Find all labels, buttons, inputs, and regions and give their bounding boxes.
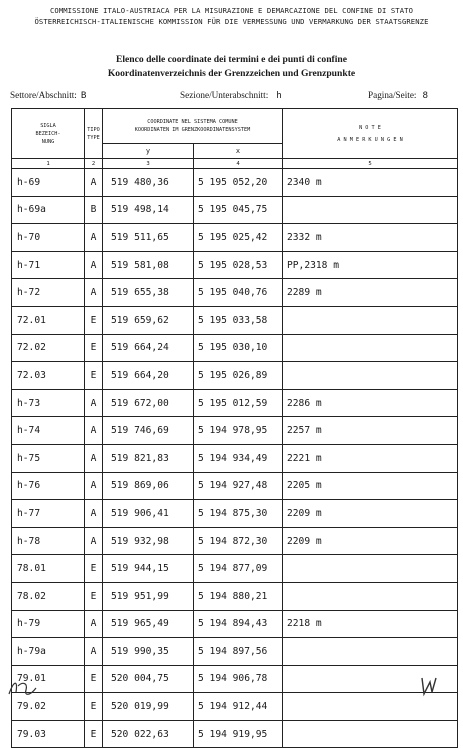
y-coordinate-cell: 520 019,99 bbox=[103, 693, 194, 721]
y-coordinate-cell: 519 965,49 bbox=[103, 610, 194, 638]
y-coordinate-cell: 519 511,65 bbox=[103, 224, 194, 252]
sigla-cell: h-72 bbox=[12, 279, 85, 307]
settore-value: B bbox=[80, 90, 87, 101]
x-coordinate-cell: 5 195 025,42 bbox=[194, 224, 283, 252]
note-cell: 2340 m bbox=[283, 169, 458, 197]
y-coordinate-cell: 519 480,36 bbox=[103, 169, 194, 197]
tipo-cell: E bbox=[85, 306, 103, 334]
column-number: 3 bbox=[103, 159, 194, 169]
x-coordinate-cell: 5 195 052,20 bbox=[194, 169, 283, 197]
y-coordinate-cell: 519 498,14 bbox=[103, 196, 194, 224]
y-coordinate-cell: 520 004,75 bbox=[103, 665, 194, 693]
note-cell: 2221 m bbox=[283, 444, 458, 472]
column-number: 1 bbox=[12, 159, 85, 169]
x-coordinate-cell: 5 194 919,95 bbox=[194, 720, 283, 748]
sigla-cell: h-79a bbox=[12, 638, 85, 666]
sigla-cell: h-73 bbox=[12, 389, 85, 417]
note-cell bbox=[283, 362, 458, 390]
x-header: x bbox=[194, 144, 283, 159]
sigla-cell: 79.01 bbox=[12, 665, 85, 693]
tipo-cell: A bbox=[85, 444, 103, 472]
sigla-cell: h-76 bbox=[12, 472, 85, 500]
y-coordinate-cell: 520 022,63 bbox=[103, 720, 194, 748]
tipo-cell: A bbox=[85, 417, 103, 445]
handwritten-initials-right bbox=[418, 674, 442, 698]
table-row bbox=[12, 279, 458, 307]
tipo-cell: E bbox=[85, 582, 103, 610]
tipo-cell: A bbox=[85, 610, 103, 638]
x-coordinate-cell: 5 195 012,59 bbox=[194, 389, 283, 417]
column-number: 4 bbox=[194, 159, 283, 169]
tipo-cell: E bbox=[85, 362, 103, 390]
table-row bbox=[12, 555, 458, 583]
tipo-cell: E bbox=[85, 555, 103, 583]
x-coordinate-cell: 5 195 033,58 bbox=[194, 306, 283, 334]
x-coordinate-cell: 5 194 894,43 bbox=[194, 610, 283, 638]
y-coordinate-cell: 519 951,99 bbox=[103, 582, 194, 610]
handwritten-initials-left bbox=[6, 676, 42, 700]
sigla-cell: h-74 bbox=[12, 417, 85, 445]
sigla-cell: 72.02 bbox=[12, 334, 85, 362]
pagina-label: Pagina/Seite: bbox=[368, 90, 417, 100]
tipo-header-line: TYPE bbox=[87, 134, 100, 141]
y-coordinate-cell: 519 906,41 bbox=[103, 500, 194, 528]
x-coordinate-cell: 5 194 897,56 bbox=[194, 638, 283, 666]
sigla-cell: 78.01 bbox=[12, 555, 85, 583]
pagina-value: 8 bbox=[422, 90, 429, 101]
y-coordinate-cell: 519 655,38 bbox=[103, 279, 194, 307]
y-coordinate-cell: 519 821,83 bbox=[103, 444, 194, 472]
sigla-cell: h-75 bbox=[12, 444, 85, 472]
table-row bbox=[12, 444, 458, 472]
coordinates-header-line: COORDINATE NEL SISTEMA COMUNE bbox=[147, 119, 238, 125]
table-row bbox=[12, 693, 458, 721]
note-cell: 2286 m bbox=[283, 389, 458, 417]
sigla-cell: h-77 bbox=[12, 500, 85, 528]
sigla-cell: h-79 bbox=[12, 610, 85, 638]
x-coordinate-cell: 5 195 028,53 bbox=[194, 251, 283, 279]
note-header-line: N O T E bbox=[359, 124, 381, 131]
document-title-de: Koordinatenverzeichnis der Grenzzeichen und Grenzpunkte bbox=[107, 68, 356, 79]
table-row bbox=[12, 306, 458, 334]
sigla-cell: 72.01 bbox=[12, 306, 85, 334]
pagina-field bbox=[368, 90, 428, 101]
table-row bbox=[12, 720, 458, 748]
x-coordinate-cell: 5 194 877,09 bbox=[194, 555, 283, 583]
x-coordinate-cell: 5 194 912,44 bbox=[194, 693, 283, 721]
tipo-header bbox=[85, 109, 103, 159]
coordinates-header-line: KOORDINATEN IM GRENZKOORDINATENSYSTEM bbox=[134, 127, 251, 133]
sigla-header-line: NUNG bbox=[41, 138, 55, 145]
sigla-cell: h-70 bbox=[12, 224, 85, 252]
table-row bbox=[12, 472, 458, 500]
coordinates-table bbox=[11, 108, 458, 748]
tipo-cell: A bbox=[85, 638, 103, 666]
y-coordinate-cell: 519 869,06 bbox=[103, 472, 194, 500]
x-coordinate-cell: 5 195 030,10 bbox=[194, 334, 283, 362]
y-coordinate-cell: 519 932,98 bbox=[103, 527, 194, 555]
x-coordinate-cell: 5 194 872,30 bbox=[194, 527, 283, 555]
column-number: 2 bbox=[85, 159, 103, 169]
note-cell: 2205 m bbox=[283, 472, 458, 500]
y-coordinate-cell: 519 944,15 bbox=[103, 555, 194, 583]
settore-label: Settore/Abschnitt: bbox=[10, 90, 77, 100]
y-coordinate-cell: 519 672,00 bbox=[103, 389, 194, 417]
tipo-cell: A bbox=[85, 472, 103, 500]
x-coordinate-cell: 5 195 045,75 bbox=[194, 196, 283, 224]
sigla-header bbox=[12, 109, 85, 159]
tipo-cell: A bbox=[85, 251, 103, 279]
tipo-header-line: TIPO bbox=[87, 126, 100, 133]
tipo-cell: E bbox=[85, 720, 103, 748]
note-cell bbox=[283, 306, 458, 334]
table-row bbox=[12, 665, 458, 693]
table-row bbox=[12, 638, 458, 666]
x-coordinate-cell: 5 194 875,30 bbox=[194, 500, 283, 528]
tipo-cell: A bbox=[85, 279, 103, 307]
commission-title-it: COMMISSIONE ITALO-AUSTRIACA PER LA MISURAZIONE E DEMARCAZIONE DEL CONFINE DI STATO bbox=[49, 6, 414, 15]
table-row bbox=[12, 362, 458, 390]
tipo-cell: A bbox=[85, 527, 103, 555]
tipo-cell: E bbox=[85, 693, 103, 721]
sigla-cell: 79.02 bbox=[12, 693, 85, 721]
coordinates-header bbox=[103, 109, 283, 144]
column-number-row bbox=[12, 159, 458, 169]
sezione-field bbox=[180, 90, 282, 101]
note-header-line: A N M E R K U N G E N bbox=[337, 136, 403, 143]
note-cell bbox=[283, 334, 458, 362]
sigla-cell: h-71 bbox=[12, 251, 85, 279]
table-row bbox=[12, 527, 458, 555]
sezione-label: Sezione/Unterabschnitt: bbox=[180, 90, 269, 100]
column-number: 5 bbox=[283, 159, 458, 169]
x-coordinate-cell: 5 195 040,76 bbox=[194, 279, 283, 307]
table-row bbox=[12, 389, 458, 417]
x-coordinate-cell: 5 194 880,21 bbox=[194, 582, 283, 610]
note-cell: 2218 m bbox=[283, 610, 458, 638]
note-cell: 2289 m bbox=[283, 279, 458, 307]
y-coordinate-cell: 519 664,20 bbox=[103, 362, 194, 390]
tipo-cell: A bbox=[85, 224, 103, 252]
sigla-cell: 72.03 bbox=[12, 362, 85, 390]
table-row bbox=[12, 417, 458, 445]
x-coordinate-cell: 5 194 927,48 bbox=[194, 472, 283, 500]
sigla-header-line: BEZEICH- bbox=[35, 130, 61, 137]
x-coordinate-cell: 5 194 934,49 bbox=[194, 444, 283, 472]
y-coordinate-cell: 519 990,35 bbox=[103, 638, 194, 666]
note-cell bbox=[283, 582, 458, 610]
y-coordinate-cell: 519 746,69 bbox=[103, 417, 194, 445]
x-coordinate-cell: 5 195 026,89 bbox=[194, 362, 283, 390]
table-row bbox=[12, 582, 458, 610]
y-coordinate-cell: 519 664,24 bbox=[103, 334, 194, 362]
note-header bbox=[283, 109, 458, 159]
note-cell bbox=[283, 196, 458, 224]
sigla-cell: 78.02 bbox=[12, 582, 85, 610]
x-coordinate-cell: 5 194 978,95 bbox=[194, 417, 283, 445]
tipo-cell: B bbox=[85, 196, 103, 224]
header-row-1 bbox=[12, 109, 458, 144]
note-cell: 2257 m bbox=[283, 417, 458, 445]
table-row bbox=[12, 334, 458, 362]
commission-title-de: ÖSTERREICHISCH-ITALIENISCHE KOMMISSION FÜR DIE VERMESSUNG UND VERMARKUNG DER STAATSGRENZE bbox=[34, 17, 429, 26]
table-row bbox=[12, 169, 458, 197]
sigla-cell: h-69a bbox=[12, 196, 85, 224]
tipo-cell: E bbox=[85, 665, 103, 693]
tipo-cell: E bbox=[85, 334, 103, 362]
settore-field bbox=[10, 90, 86, 101]
note-cell: 2332 m bbox=[283, 224, 458, 252]
table-row bbox=[12, 500, 458, 528]
table-row bbox=[12, 251, 458, 279]
note-cell bbox=[283, 638, 458, 666]
document-title-it: Elenco delle coordinate dei termini e dei punti di confine bbox=[115, 54, 348, 65]
sigla-cell: 79.03 bbox=[12, 720, 85, 748]
note-cell bbox=[283, 555, 458, 583]
x-coordinate-cell: 5 194 906,78 bbox=[194, 665, 283, 693]
table-row bbox=[12, 224, 458, 252]
note-cell bbox=[283, 720, 458, 748]
sezione-value: h bbox=[276, 90, 282, 101]
tipo-cell: A bbox=[85, 500, 103, 528]
y-coordinate-cell: 519 581,08 bbox=[103, 251, 194, 279]
tipo-cell: A bbox=[85, 169, 103, 197]
tipo-cell: A bbox=[85, 389, 103, 417]
note-cell: 2209 m bbox=[283, 527, 458, 555]
note-cell: 2209 m bbox=[283, 500, 458, 528]
sigla-cell: h-69 bbox=[12, 169, 85, 197]
note-cell: PP,2318 m bbox=[283, 251, 458, 279]
table-row bbox=[12, 196, 458, 224]
sigla-header-line: SIGLA bbox=[40, 122, 56, 129]
sigla-cell: h-78 bbox=[12, 527, 85, 555]
y-coordinate-cell: 519 659,62 bbox=[103, 306, 194, 334]
y-header: y bbox=[103, 144, 194, 159]
table-row bbox=[12, 610, 458, 638]
